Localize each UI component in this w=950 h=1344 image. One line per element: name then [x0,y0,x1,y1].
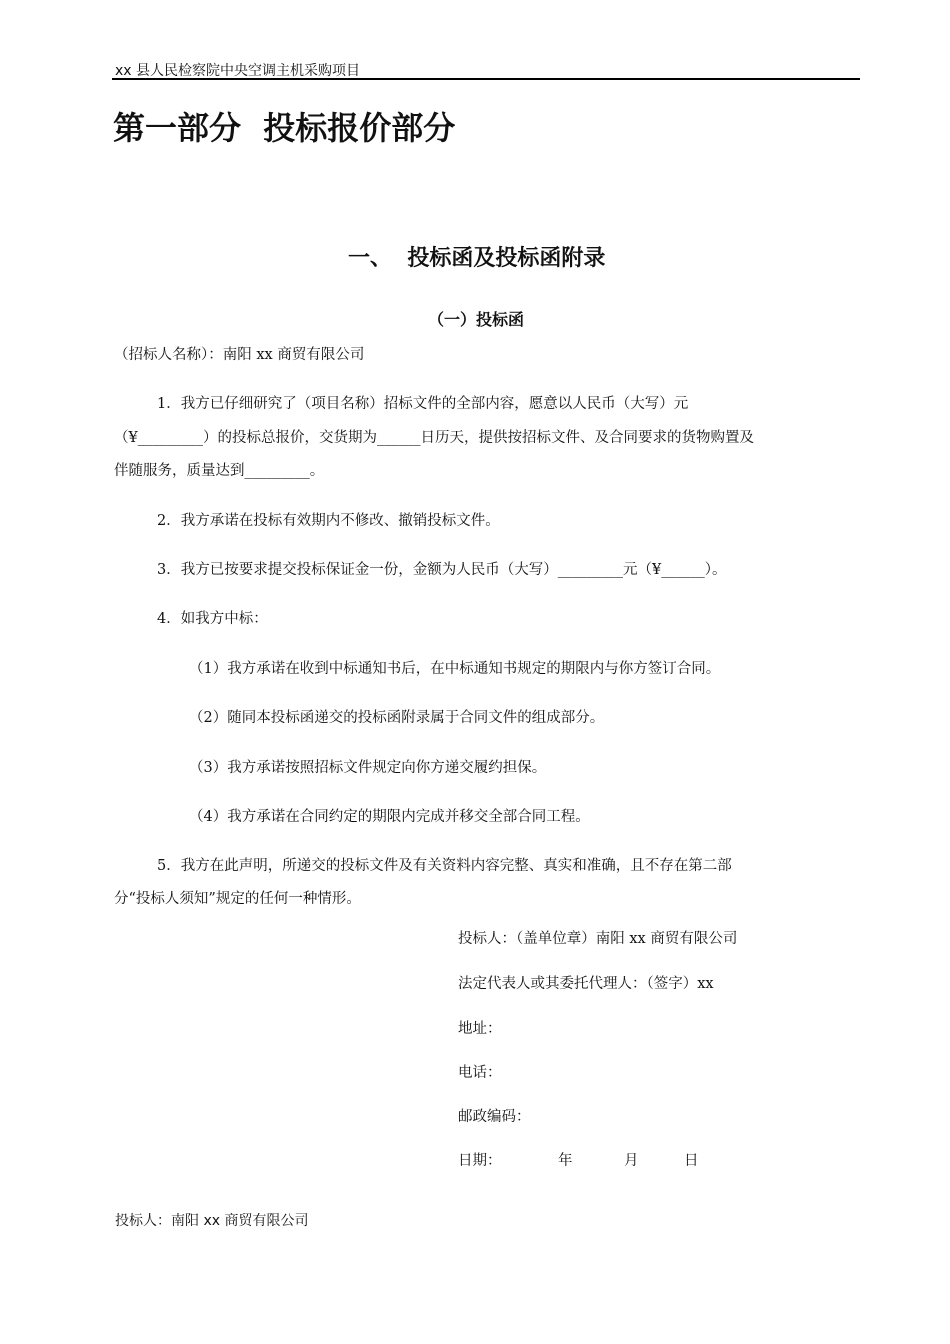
date-label: 日期： [458,1153,502,1169]
sub-title: （一）投标函 [428,310,525,329]
header-divider [112,78,860,80]
clause-1-line-2: （¥_________）的投标总报价，交货期为______日历天，提供按招标文件、及合同要求的货物购置及 [114,430,754,446]
clause-5-line-2: 分“投标人须知”规定的任何一种情形。 [114,891,361,907]
clause-1-line-3: 伴随服务，质量达到_________。 [114,463,325,479]
clause-4-1: （1）我方承诺在收到中标通知书后，在中标通知书规定的期限内与你方签订合同。 [189,661,721,677]
clause-4-2: （2）随同本投标函递交的投标函附录属于合同文件的组成部分。 [189,710,605,726]
clause-4-4: （4）我方承诺在合同约定的期限内完成并移交全部合同工程。 [189,809,590,825]
section-title: 一、 投标函及投标函附录 [348,246,606,271]
date-month: 月 [624,1153,639,1169]
signature-representative: 法定代表人或其委托代理人：（签字）xx [458,976,714,992]
signature-phone: 电话： [458,1065,502,1081]
date-day: 日 [684,1153,699,1169]
page-header: xx 县人民检察院中央空调主机采购项目 [115,63,361,79]
part-title: 第一部分 投标报价部分 [113,109,456,147]
clause-4: 4．如我方中标： [157,611,268,627]
page-footer: 投标人：南阳 xx 商贸有限公司 [115,1213,309,1229]
clause-1-line-1: 1．我方已仔细研究了（项目名称）招标文件的全部内容，愿意以人民币（大写）元 [157,396,689,412]
addressee: （招标人名称）：南阳 xx 商贸有限公司 [114,347,365,363]
clause-5-line-1: 5．我方在此声明，所递交的投标文件及有关资料内容完整、真实和准确，且不存在第二部 [157,858,732,874]
signature-postcode: 邮政编码： [458,1109,531,1125]
signature-address: 地址： [458,1021,502,1037]
date-year: 年 [558,1153,573,1169]
clause-2: 2．我方承诺在投标有效期内不修改、撤销投标文件。 [157,513,500,529]
signature-bidder: 投标人：（盖单位章）南阳 xx 商贸有限公司 [458,931,738,947]
clause-3: 3．我方已按要求提交投标保证金一份，金额为人民币（大写）_________元（¥______）。 [157,562,727,578]
clause-4-3: （3）我方承诺按照招标文件规定向你方递交履约担保。 [189,760,547,776]
